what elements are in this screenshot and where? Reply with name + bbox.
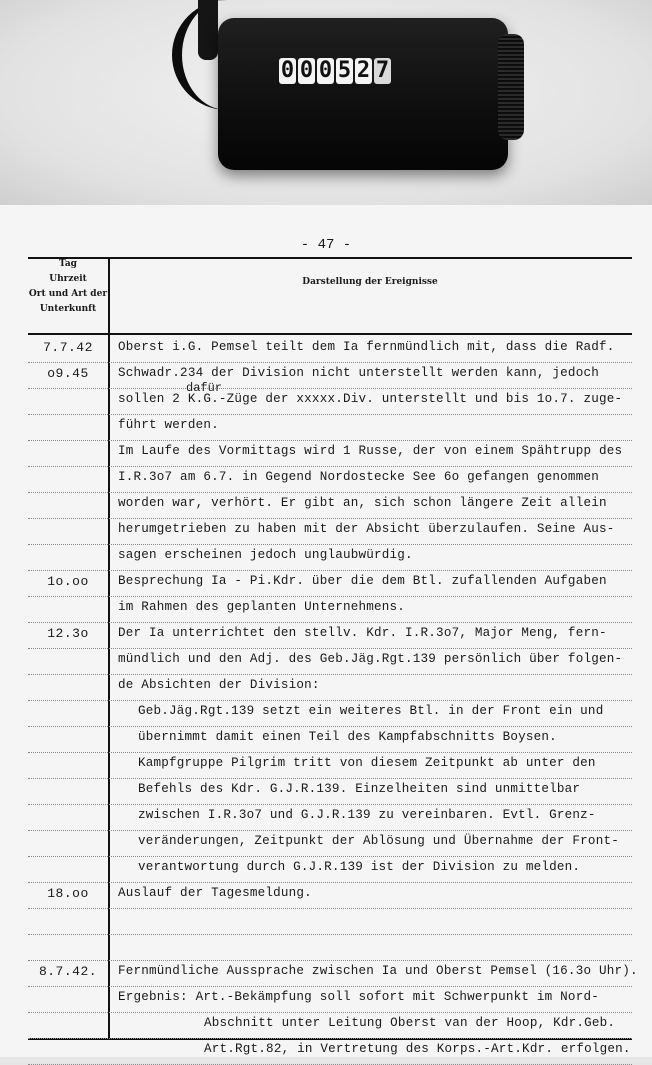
entry-text: Oberst i.G. Pemsel teilt dem Ia fernmündlich mit, dass die Radf. — [118, 340, 615, 354]
entry-text: herumgetrieben zu haben mit der Absicht überzulaufen. Seine Aus- — [118, 522, 615, 536]
header-ort: Ort und Art der — [28, 289, 108, 299]
diary-row — [28, 492, 632, 519]
header-bottom-rule — [28, 333, 632, 335]
entry-text: veränderungen, Zeitpunkt der Ablösung und Übernahme der Front- — [138, 834, 619, 848]
entry-date-time: 12.3o — [47, 626, 89, 641]
page-number: - 47 - — [300, 237, 352, 253]
diary-row — [28, 466, 632, 493]
entry-text: Der Ia unterrichtet den stellv. Kdr. I.R.3o7, Major Meng, fern- — [118, 626, 607, 640]
diary-row — [28, 362, 632, 389]
entry-text: Abschnitt unter Leitung Oberst van der Hoop, Kdr.Geb. — [204, 1016, 616, 1030]
entry-text: Besprechung Ia - Pi.Kdr. über die dem Btl. zufallenden Aufgaben — [118, 574, 607, 588]
entry-text: Kampfgruppe Pilgrim tritt von diesem Zeitpunkt ab unter den — [138, 756, 596, 770]
entry-date-time: 1o.oo — [47, 574, 89, 589]
diary-row — [28, 778, 632, 805]
entry-date-time: 18.oo — [47, 886, 89, 901]
diary-row — [28, 440, 632, 467]
entry-text: zwischen I.R.3o7 und G.J.R.139 zu vereinbaren. Evtl. Grenz- — [138, 808, 596, 822]
diary-row — [28, 856, 632, 883]
diary-row — [28, 726, 632, 753]
entry-text: I.R.3o7 am 6.7. in Gegend Nordostecke See 6o gefangen genommen — [118, 470, 599, 484]
diary-row — [28, 960, 638, 987]
counter-digit: 5 — [337, 58, 352, 83]
entry-text: übernimmt damit einen Teil des Kampfabschnitts Boysen. — [138, 730, 557, 744]
counter-cable-plug — [198, 0, 218, 60]
entry-text: Befehls des Kdr. G.J.R.139. Einzelheiten sind unmittelbar — [138, 782, 581, 796]
diary-row — [28, 388, 632, 415]
header-left-column — [28, 257, 108, 317]
diary-row — [28, 674, 632, 701]
entry-text: im Rahmen des geplanten Unternehmens. — [118, 600, 406, 614]
counter-digit: 7 — [375, 58, 390, 83]
diary-row — [28, 648, 632, 675]
entry-text: Auslauf der Tagesmeldung. — [118, 886, 312, 900]
entry-date-time: 8.7.42. — [38, 964, 98, 979]
counter-photo — [0, 0, 652, 205]
entry-text: sagen erscheinen jedoch unglaubwürdig. — [118, 548, 413, 562]
diary-row — [28, 752, 632, 779]
table-top-rule — [28, 257, 632, 259]
diary-row — [28, 986, 632, 1013]
entry-text: worden war, verhört. Er gibt an, sich schon längere Zeit allein — [118, 496, 607, 510]
diary-row — [28, 804, 632, 831]
counter-digit: 0 — [280, 58, 295, 83]
handwritten-insertion: dafür — [186, 381, 223, 395]
counter-digits — [279, 58, 391, 88]
diary-row — [28, 830, 632, 857]
counter-digit: 2 — [356, 58, 371, 83]
diary-row — [28, 1012, 632, 1039]
diary-row — [28, 908, 632, 935]
diary-row — [28, 700, 632, 727]
counter-digit: 0 — [318, 58, 333, 83]
counter-digit: 0 — [299, 58, 314, 83]
frame-counter — [218, 18, 508, 170]
entry-text: Art.Rgt.82, in Vertretung des Korps.-Art.Kdr. erfolgen. — [204, 1042, 631, 1056]
entry-text: Im Laufe des Vormittags wird 1 Russe, der von einem Spähtrupp des — [118, 444, 623, 458]
header-events-column: Darstellung der Ereignisse — [302, 277, 438, 287]
diary-row — [28, 544, 632, 571]
entry-text: verantwortung durch G.J.R.139 ist der Division zu melden. — [138, 860, 581, 874]
entry-text: Schwadr.234 der Division nicht unterstellt werden kann, jedoch — [118, 366, 599, 380]
diary-row — [28, 414, 632, 441]
diary-row — [28, 596, 632, 623]
counter-reset-knob — [498, 34, 524, 140]
entry-text: mündlich und den Adj. des Geb.Jäg.Rgt.139 persönlich über folgen- — [118, 652, 623, 666]
diary-row — [28, 336, 632, 363]
entry-text: sollen 2 K.G.-Züge der xxxxx.Div. unterstellt und bis 1o.7. zuge- — [118, 392, 623, 406]
entry-date-time: 7.7.42 — [43, 340, 93, 355]
entry-text: Ergebnis: Art.-Bekämpfung soll sofort mit Schwerpunkt im Nord- — [118, 990, 599, 1004]
header-unterkunft: Unterkunft — [39, 304, 97, 314]
entry-date-time: o9.45 — [47, 366, 89, 381]
entry-text: Geb.Jäg.Rgt.139 setzt ein weiteres Btl. in der Front ein und — [138, 704, 604, 718]
entry-text: Fernmündliche Aussprache zwischen Ia und Oberst Pemsel (16.3o Uhr). — [118, 964, 638, 978]
diary-row — [28, 934, 632, 961]
entry-text: führt werden. — [118, 418, 219, 432]
diary-row — [28, 1038, 632, 1065]
entry-text: de Absichten der Division: — [118, 678, 320, 692]
diary-row — [28, 570, 632, 597]
war-diary-page — [0, 205, 652, 1057]
diary-row — [28, 882, 632, 909]
header-tag: Tag — [59, 259, 77, 269]
diary-row — [28, 518, 632, 545]
header-uhrzeit: Uhrzeit — [49, 274, 87, 284]
diary-row — [28, 622, 632, 649]
